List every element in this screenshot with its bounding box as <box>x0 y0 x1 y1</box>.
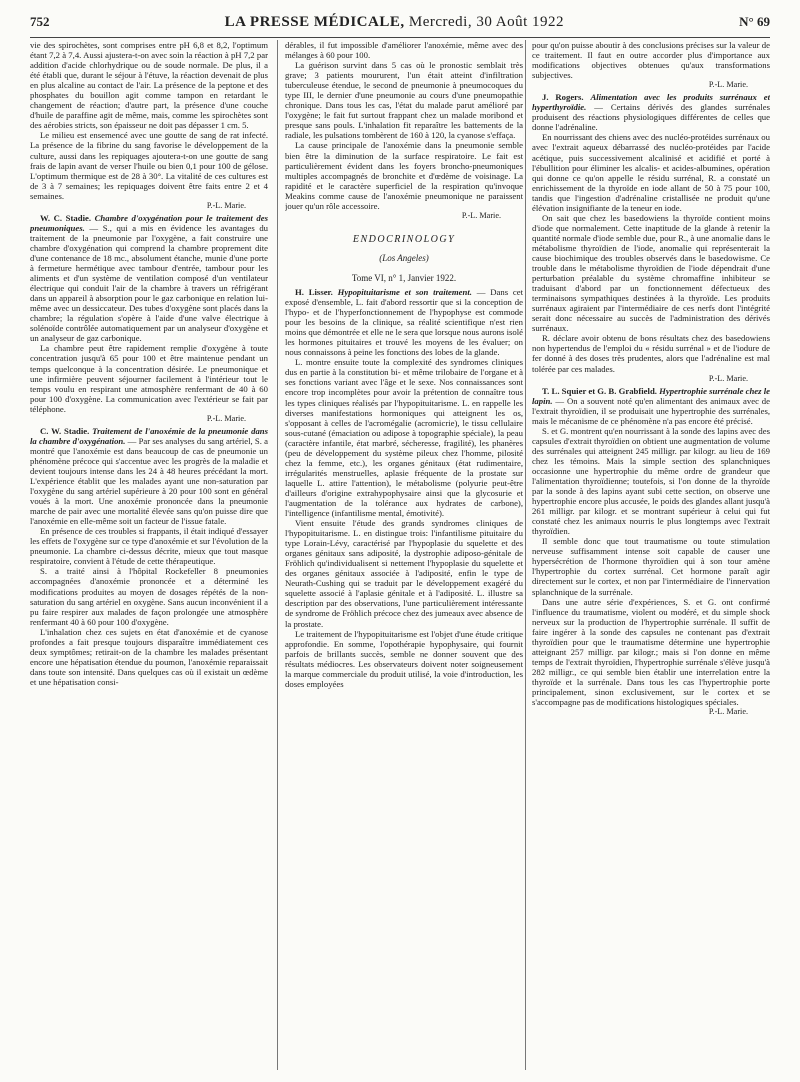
article-author: C. W. Stadie. <box>40 425 90 436</box>
paragraph: dérables, il fut impossible d'améliorer l'anoxémie, même avec des mélanges à 60 pour 100. <box>285 40 523 61</box>
paragraph: En présence de ces troubles si frappants, il était indiqué d'essayer les effets de l'oxygène sur ce type d'anoxémie et sur l'évolution de la pneumonie. La chambre ci-dessus décrite, mieux que tout masque respiratoire, convient à l'étude de cette thérapeutique. <box>30 526 268 567</box>
article-hypopituitarism <box>285 287 523 689</box>
article-title: Hypopituitarisme et son traitement. <box>337 286 472 297</box>
article-lead <box>532 92 770 132</box>
article-title: Hypertrophie surrénale chez le lapin. <box>532 385 770 406</box>
article-title: Traitement de l'anoxémie de la pneumonie dans la chambre d'oxygénation. <box>30 425 268 446</box>
issue-date: Mercredi, 30 Août 1922 <box>408 14 564 30</box>
article-anoxemia <box>30 426 268 687</box>
signature: P.-L. Marie. <box>206 413 246 423</box>
column-separator <box>277 40 278 1070</box>
article-author: J. Rogers. <box>542 92 584 103</box>
article-author: T. L. Squier et G. B. Grabfield. <box>542 385 657 396</box>
paragraph: vie des spirochètes, sont comprises entre pH 6,8 et 8,2, l'optimum étant 7,2 à 7,4. Aussi ajustera-t-on avec soin la réaction à pH 7,2 par addition d'acide chlorhydrique ou de soude normale. De plus, il a été établi que, durant le séjour à l'étuve, la réaction devenait de plus en plus alcaline au contact de l'air. La présence de la peptone et des phosphates du bouillon agit comme tampon en retardant le changement de réaction; d'autre part, la présence d'une couche d'huile de paraffine agit de même, mais, comme les spirochètes sont des aérobies stricts, son épaisseur ne doit pas dépasser 1 cm. 5. <box>30 40 268 131</box>
signature: P.-L. Marie. <box>461 210 501 220</box>
signature: P.-L. Marie. <box>708 707 748 717</box>
article-lead <box>30 426 268 526</box>
column-right <box>532 40 770 1070</box>
paragraph: R. déclare avoir obtenu de bons résultats chez des basedowiens non hypertendus de l'emploi du « résidu surrénal » et de l'iodure de fer donné à des doses très prudentes, alors que l'adrénaline est mal tolérée par ces malades. <box>532 333 770 374</box>
paragraph: En nourrissant des chiens avec des nucléo-protéides surrénaux ou avec l'extrait aqueux débarrassé des nucléo-protéides par l'acide acétique, puis successivement alcalinisé et acidifié et porté à l'ébullition pour éliminer les alcalis- et acides-albumines, opération qui donne ce qu'on appelle le résidu surrénal, R. a constaté un enrichissement de la thyroïde en iode allant de 50 à 75 pour 100, tandis que l'ingestion d'adrénaline cristallisée ne produit qu'une élévation insignifiante de la teneur en iode. <box>532 132 770 213</box>
article-lead <box>285 287 523 357</box>
article-adrenal-hypertrophy <box>532 386 770 718</box>
article-text: — On a souvent noté qu'en alimentant des animaux avec de l'extrait thyroïdien, il se produisait une hypertrophie des surrénales, mais le mécanisme de ce phénomène n'a pas encore été précisé. <box>532 395 770 426</box>
section-heading: ENDOCRINOLOGY <box>352 233 456 245</box>
paragraph: L'inhalation chez ces sujets en état d'anoxémie et de cyanose profondes a fait presque toujours disparaître immédiatement ces deux symptômes; retirait-on de la chambre les malades présentant encore une hépatisation étendue du poumon, l'anoxémie reparaissait dans toute son intensité. Dans quelques cas où il existait un œdème et une hépatisation consi- <box>30 626 268 687</box>
paragraph: La cause principale de l'anoxémie dans la pneumonie semble bien être la diminution de la surface respiratoire. Le fait est particulièrement évident dans les foyers broncho-pneumoniques multiples accompagnés de bronchite et d'œdème de voisinage. La rapidité et le caractère superficiel de la respiration qu'invoque Meakins comme cause de l'anoxémie pneumonique ne paraissent jouer qu'un rôle accessoire. <box>285 140 523 211</box>
article-text: — Dans cet exposé d'ensemble, L. fait d'abord ressortir que si la conception de l'hypo- et de l'hyperfonctionnement de l'hypophyse est commode pour les besoins de la clinique, sa réalité scientifique n'est rien moins que démontrée et elle ne le sera que lorsque nous aurons isolé les hormones pituitaires et trouvé les moyens de les évaluer; on nous connaissons à peine les fonctions des lobes de la glande. <box>285 286 523 358</box>
article-author: W. C. Stadie. <box>40 212 92 223</box>
issue-number: N° 69 <box>739 14 770 29</box>
publication-name: LA PRESSE MÉDICALE, <box>224 14 405 30</box>
article-title: Chambre d'oxygénation pour le traitement des pneumoniques. <box>30 212 268 233</box>
article-text: — S., qui a mis en évidence les avantages du traitement de la pneumonie par l'oxygène, a fait construire une chambre d'oxygénation qui comprend la chambre proprement dite d'une contenance de 18 mc., absolument étanche, munie d'une porte à fermeture hermétique avec tambour d'entrée, tambour pour les aliments et d'un système de ventilation composé d'un ventilateur électrique qui conduit l'air de la chambre à travers un réfrigérant dans un appareil à absorption pour le gaz carbonique en relation lui-même avec un dessiccateur. Des tubes d'oxygène sont placés dans la chambre; la régulation s'opère à l'aide d'une valve électrique à solénoïde contrôlée automatiquement par un analyseur d'oxygène et un analyseur de gaz carbonique. <box>30 222 268 344</box>
signature: P.-L. Marie. <box>708 373 748 383</box>
article-oxygen-chamber <box>30 213 268 424</box>
paragraph: L. montre ensuite toute la complexité des syndromes cliniques dus en partie à la constitution bi- et même trilobaire de l'organe et à ses fonctions variant avec l'âge et le sexe. Nos connaissances sont encore trop incomplètes pour avoir la prétention de connaître tous les types cliniques réalisés par l'hypopituitarisme. L. en rappelle les diverses manifestations hormoniques qui atteignent les os, s'opposant à celles de l'acromégalie (acromicrie), le tissu cellulaire sous-cutané (émaciation ou adipose à topographie spéciale), la peau (caractère infantile, état marbré, sécheresse, fragilité), les phanères (peu de développement du système pileux chez l'homme, pilosité chez la femme, etc.), les organes génitaux (état rudimentaire, irrégularités menstruelles, aplasie fréquente de la prostate sur laquelle L. attire l'attention), le métabolisme (polyurie peut-être d'ailleurs d'origine extrahypophysaire ainsi que la glycosurie et l'augmentation de la tolérance aux hydrates de carbone), l'intelligence (infantilisme mental, émotivité). <box>285 357 523 519</box>
article-author: H. Lisser. <box>295 286 333 297</box>
paragraph: Vient ensuite l'étude des grands syndromes cliniques de l'hypopituitarisme. L. en distingue trois: l'infantilisme pituitaire du type Lorain-Lévy, caractérisé par l'hypoplasie du squelette et des organes génitaux sans adiposité, la dystrophie adiposo-génitale de Fröhlich qu'individualisent si nettement l'hypoplasie du squelette et des organes génitaux associée à l'adiposité, enfin le type de Neurath-Cushing qui se traduit par le développement exagéré du squelette associé à l'aplasie génitale et à l'adiposité. L. illustre sa description par des observations, l'une particulièrement intéressante de syndrome de Fröhlich précoce chez des jumeaux avec absence de la prostate. <box>285 518 523 629</box>
paragraph: Le traitement de l'hypopituitarisme est l'objet d'une étude critique approfondie. En somme, l'opothérapie hypophysaire, qui fournit parfois de brillants succès, semble ne donner souvent que des résultats médiocres. Les observateurs doivent noter soigneusement la marque commerciale du produit utilisé, la voie d'introduction, les doses employées <box>285 628 523 689</box>
article-adrenal-feeding <box>532 92 770 383</box>
issue-reference: Tome VI, n° 1, Janvier 1922. <box>351 272 457 283</box>
article-title: Alimentation avec les produits surrénaux et hyperthyroïdie. <box>532 92 770 113</box>
paragraph: S. a traité ainsi à l'hôpital Rockefeller 8 pneumonies accompagnées d'anoxémie prononcée et a déterminé les modifications produites au moyen de dosages répétés de la non-saturation du sang artériel en oxygène. Sans aucun inconvénient il a pu faire respirer aux malades de façon prolongée une atmosphère renfermant 40 à 60 pour 100 d'oxygène. <box>30 566 268 627</box>
page-header <box>30 14 770 36</box>
column-separator <box>525 40 526 1070</box>
article-text: — Certains dérivés des glandes surrénales produisent des réactions physiologiques différentes de celles que donne l'adrénaline. <box>532 102 770 133</box>
column-middle <box>285 40 523 1070</box>
article-text: — Par ses analyses du sang artériel, S. a montré que l'anoxémie est dans beaucoup de cas de pneumonie un phénomène précoce qui s'accentue avec les progrès de la maladie et devient toujours intense dans les 24 à 48 heures précédant la mort. L'expérience établit que les malades ayant une non-saturation par l'oxygène du sang artériel supérieure à 20 pour 100 sont en général voués à la mort. Une anoxémie prononcée dans la pneumonie marche de pair avec une mortalité élevée sans qu'on puisse dire que l'anoxémie en elle-même soit un facteur de l'issue fatale. <box>30 435 268 527</box>
signature: P.-L. Marie. <box>708 80 748 90</box>
paragraph: Dans une autre série d'expériences, S. et G. ont confirmé l'influence du traumatisme, violent ou modéré, et du simple shock nerveux sur la production de l'hypertrophie surrénale. Il suffit de faire ingérer à la sonde des capsules ne contenant pas d'extrait thyroïdien pour que le traumatisme détermine une hypertrophie atteignant 257 milligr. par kilogr.; mais si l'on donne en même temps de l'extrait thyroïdien, l'hypertrophie surrénale s'élève jusqu'à 282 milligr., ce qui semble bien établir une interrelation entre la thyroïde et la surrénale. Dans tous les cas l'hypertrophie porte principalement, sinon exclusivement, sur le cortex et se s'accompagne pas de modifications histologiques spéciales. <box>532 596 770 708</box>
paragraph: La chambre peut être rapidement remplie d'oxygène à toute concentration jusqu'à 65 pour 100 et être maintenue pendant un temps quelconque à la concentration désirée. Le pneumonique et une infirmière peuvent séjourner facilement à l'intérieur tout le temps voulu en respirant une atmosphère renfermant de 40 à 60 pour 100 d'oxygène. La communication avec l'extérieur se fait par téléphone. <box>30 343 268 414</box>
paragraph: pour qu'on puisse aboutir à des conclusions précises sur la valeur de ce traitement. Il faut en outre accorder plus d'importance aux modifications objectives obtenues qu'aux transformations subjectives. <box>532 40 770 81</box>
paragraph: Il semble donc que tout traumatisme ou toute stimulation nerveuse suffisamment intense soit capable de causer une hypersécrétion de l'hormone thyroïdien qui à son tour amène l'hypertrophie du cortex surrénal. Cet hormone paraît agir directement sur le cortex, et non par l'intermédiaire de l'innervation splanchnique de la surrénale. <box>532 536 770 597</box>
signature: P.-L. Marie. <box>206 200 246 210</box>
section-location: (Los Angeles) <box>379 252 429 263</box>
column-left <box>30 40 268 1070</box>
header-rule <box>30 37 770 38</box>
running-title <box>225 14 564 31</box>
article-lead <box>30 213 268 344</box>
paragraph: Le milieu est ensemencé avec une goutte de sang de rat infecté. La présence de la fibrine du sang favorise le développement de la culture, aussi dans les repiquages ajoutera-t-on une goutte de sang frais de lapin avant de verser l'huile ou bien 0,1 pour 100 de gélose. L'optimum thermique est de 28 à 30°. La vitalité de ces cultures est de 3 à 7 semaines; les repiquages doivent être faits entre 2 et 4 semaines. <box>30 130 268 201</box>
paragraph: On sait que chez les basedowiens la thyroïde contient moins d'iode que normalement. Cette inaptitude de la glande à retenir la quantité normale d'iode semble due, pour R., à une anomalie dans le métabolisme thyroïdien de l'iode, anomalie qui représenterait la cause biochimique des troubles observés dans le basedowisme. Ce trouble dans le métabolisme thyroïdien de l'iode dépendrait d'une perturbation préalable du système chromaffine inhibiteur se traduisant d'abord par un fonctionnement défectueux des terminaisons sympathiques destinées à la thyroïde. Les produits surrénaux agiraient par l'intermédiaire de ces nerfs dont l'intégrité serait donc nécessaire au succès de l'administration des dérivés surrénaux. <box>532 212 770 334</box>
paragraph: S. et G. montrent qu'en nourrissant à la sonde des lapins avec des capsules d'extrait thyroïdien on obtient une augmentation de volume des surrénales qui atteignent 245 milligr. par kilogr. au lieu de 169 chez les témoins. Mais la simple section des splanchniques occasionne une hypertrophie du même ordre de grandeur que l'alimentation thyroïdienne; toutefois, si l'on donne de la thyroïde par la sonde à des lapins ayant subi cette section, on observe une hypertrophie encore plus accusée, le poids des glandes allant jusqu'à 261 milligr. par kilogr. et se montrant supérieur à celui qui fut constaté chez les animaux nourris le plus longtemps avec l'extrait thyroïdien. <box>532 425 770 537</box>
page-number: 752 <box>30 14 50 29</box>
article-lead <box>532 386 770 426</box>
paragraph: La guérison survint dans 5 cas où le pronostic semblait très grave; 3 patients moururent, l'un était atteint d'infiltration tuberculeuse étendue, le second de pneumonie à pneumocoques du type III, le dernier d'une pneumonie au cours d'une pneumopathie chronique. Dans tous les cas, l'état du malade parut amélioré par l'oxygène; le fait fut surtout frappant chez un malade moribond et presque sans pouls. L'inhalation fit reparaître les battements de la radiale, les pulsations tombèrent de 160 à 120, la cyanose s'effaça. <box>285 60 523 141</box>
